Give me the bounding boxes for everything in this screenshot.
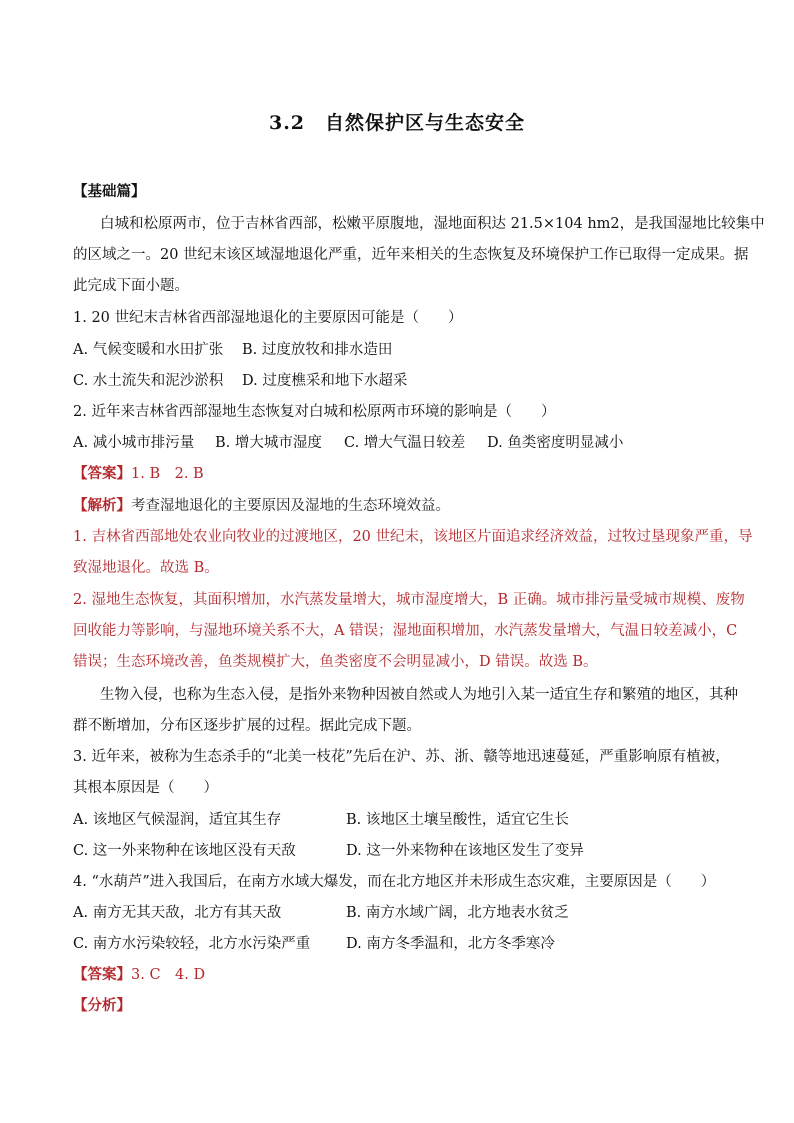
answer-2 <box>73 963 733 984</box>
analysis-1-p2-line2: 回收能力等影响，与湿地环境关系不大，A 错误；湿地面积增加，水汽蒸发量增大，气温日较差减小，C <box>73 623 738 639</box>
passage2-line1: 生物入侵，也称为生态入侵，是指外来物种因被自然或人为地引入某一适宜生存和繁殖的地区，其种 <box>100 687 738 703</box>
question-3-option-b: B. 该地区土壤呈酸性，适宜它生长 <box>346 812 569 828</box>
question-1-stem: 1. 20 世纪末吉林省西部湿地退化的主要原因可能是（ ） <box>73 310 463 326</box>
question-3-option-d: D. 这一外来物种在该地区发生了变异 <box>346 843 584 859</box>
question-3-stem-line2: 其根本原因是（ ） <box>73 780 218 796</box>
question-2-option-d: D. 鱼类密度明显减小 <box>487 435 624 451</box>
question-4-option-d: D. 南方冬季温和，北方冬季寒冷 <box>346 936 555 952</box>
question-1-option-c: C. 水土流失和泥沙淤积 <box>73 373 224 389</box>
analysis-1-heading <box>73 494 733 515</box>
question-3-option-a: A. 该地区气候湿润，适宜其生存 <box>73 812 282 828</box>
question-4-stem: 4. “水葫芦”进入我国后，在南方水域大爆发，而在北方地区并未形成生态灾难，主要原因是（ ） <box>73 874 716 890</box>
answer-2-text: 3. C 4. D <box>131 967 206 983</box>
question-1-option-d: D. 过度樵采和地下水超采 <box>242 373 408 389</box>
answer-1-label: 【答案】 <box>73 465 131 482</box>
analysis-1-p2-line3: 错误；生态环境改善，鱼类规模扩大，鱼类密度不会明显减小，D 错误。故选 B。 <box>73 654 598 670</box>
answer-1 <box>73 462 733 483</box>
analysis-1-label: 【解析】 <box>73 497 131 514</box>
question-2-option-b: B. 增大城市湿度 <box>215 435 322 451</box>
question-4-option-b: B. 南方水域广阔，北方地表水贫乏 <box>346 905 569 921</box>
question-3-option-c: C. 这一外来物种在该地区没有天敌 <box>73 843 296 859</box>
passage1-line3: 此完成下面小题。 <box>73 278 189 294</box>
passage2-line2: 群不断增加，分布区逐步扩展的过程。据此完成下题。 <box>73 718 421 734</box>
section-heading: 【基础篇】 <box>73 183 146 200</box>
analysis-1-p2-line1: 2. 湿地生态恢复，其面积增加，水汽蒸发量增大，城市湿度增大，B 正确。城市排污量受城市规模、废物 <box>73 592 745 608</box>
passage1-line2: 的区域之一。20 世纪末该区域湿地退化严重，近年来相关的生态恢复及环境保护工作已取得一定成果。据 <box>73 247 749 263</box>
question-4-option-a: A. 南方无其天敌，北方有其天敌 <box>73 905 282 921</box>
analysis-1-summary: 考查湿地退化的主要原因及湿地的生态环境效益。 <box>131 498 450 514</box>
question-1-option-a: A. 气候变暖和水田扩张 <box>73 342 224 358</box>
answer-2-label: 【答案】 <box>73 966 131 983</box>
analysis-2-label: 【分析】 <box>73 997 131 1014</box>
analysis-1-p1-line1: 1. 吉林省西部地处农业向牧业的过渡地区，20 世纪末，该地区片面追求经济效益，过牧过垦现象严重，导 <box>73 529 753 545</box>
passage1-line1: 白城和松原两市，位于吉林省西部，松嫩平原腹地，湿地面积达 21.5×104 hm2，是我国湿地比较集中 <box>100 216 765 232</box>
question-3-stem-line1: 3. 近年来，被称为生态杀手的“北美一枝花”先后在沪、苏、浙、赣等地迅速蔓延，严重影响原有植被， <box>73 749 730 765</box>
question-2-option-a: A. 减小城市排污量 <box>73 435 195 451</box>
question-1-option-b: B. 过度放牧和排水造田 <box>242 342 393 358</box>
analysis-1-p1-line2: 致湿地退化。故选 B。 <box>73 560 219 576</box>
page-title: 3.2 自然保护区与生态安全 <box>268 112 526 134</box>
question-2-option-c: C. 增大气温日较差 <box>344 435 466 451</box>
question-2-stem: 2. 近年来吉林省西部湿地生态恢复对白城和松原两市环境的影响是（ ） <box>73 404 556 420</box>
answer-1-text: 1. B 2. B <box>131 466 204 482</box>
question-4-option-c: C. 南方水污染较轻，北方水污染严重 <box>73 936 311 952</box>
